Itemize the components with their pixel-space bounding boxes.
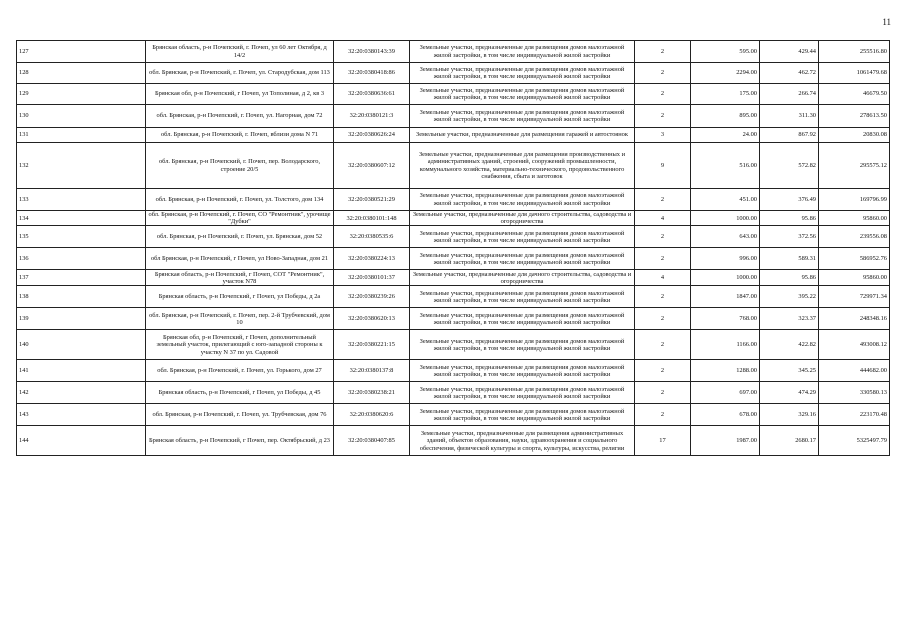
row-address: обл. Брянская, р-н Почепский, г. Почеп, ул. Брянская, дом 52 — [146, 226, 334, 248]
row-address: Брянская область, р-н Почепский, г Почеп, СОТ "Ремонтник", участок N78 — [146, 270, 334, 286]
table-row — [17, 84, 890, 105]
table-row — [17, 189, 890, 211]
table-row — [17, 330, 890, 360]
row-cadastral-value: 255516.80 — [819, 41, 890, 63]
row-cadastral-value: 493008.12 — [819, 330, 890, 360]
row-cadastral-number: 32:20:0380239:26 — [334, 286, 410, 308]
row-area: 2294.00 — [691, 63, 760, 84]
row-permitted-use: Земельные участки, предназначенные для размещения домов малоэтажной жилой застройки, в том числе индивидуальной жилой застройки — [410, 382, 635, 404]
row-cadastral-value: 1061479.68 — [819, 63, 890, 84]
row-permitted-use: Земельные участки, предназначенные для размещения производственных и административных зданий, строений, сооружений промышленности, коммунального хозяйства, материально-технического, продовольственного снабжения, сбыта и заготовок — [410, 143, 635, 189]
table-row — [17, 63, 890, 84]
row-permitted-use: Земельные участки, предназначенные для дачного строительства, садоводства и огородничества — [410, 211, 635, 226]
row-cadastral-value: 239556.08 — [819, 226, 890, 248]
row-number: 132 — [17, 143, 146, 189]
row-area: 24.00 — [691, 128, 760, 143]
row-group: 2 — [635, 84, 691, 105]
row-cadastral-value: 5325497.79 — [819, 426, 890, 456]
row-group: 9 — [635, 143, 691, 189]
row-address: Брянская обл, р-н Почепский, г Почеп, дополнительный земельный участок, прилегающий с юго-западной стороны к участку N 37 по ул. Садовой — [146, 330, 334, 360]
row-permitted-use: Земельные участки, предназначенные для размещения домов малоэтажной жилой застройки, в том числе индивидуальной жилой застройки — [410, 105, 635, 128]
table-row — [17, 226, 890, 248]
row-specific-value: 395.22 — [760, 286, 819, 308]
row-cadastral-value: 20830.08 — [819, 128, 890, 143]
row-number: 137 — [17, 270, 146, 286]
row-number: 134 — [17, 211, 146, 226]
row-permitted-use: Земельные участки, предназначенные для размещения административных зданий, объектов образования, науки, здравоохранения и социального обеспечения, физической культуры и спорта, культуры, искусства, религии — [410, 426, 635, 456]
row-group: 2 — [635, 41, 691, 63]
row-group: 2 — [635, 308, 691, 330]
row-permitted-use: Земельные участки, предназначенные для размещения гаражей и автостоянок — [410, 128, 635, 143]
row-area: 643.00 — [691, 226, 760, 248]
row-group: 3 — [635, 128, 691, 143]
row-number: 131 — [17, 128, 146, 143]
row-area: 895.00 — [691, 105, 760, 128]
row-cadastral-value: 95860.00 — [819, 211, 890, 226]
row-area: 697.00 — [691, 382, 760, 404]
row-cadastral-number: 32:20:0380620:6 — [334, 404, 410, 426]
row-area: 1288.00 — [691, 360, 760, 382]
row-cadastral-number: 32:20:0380121:3 — [334, 105, 410, 128]
row-area: 595.00 — [691, 41, 760, 63]
row-specific-value: 95.86 — [760, 211, 819, 226]
row-specific-value: 422.82 — [760, 330, 819, 360]
row-area: 1987.00 — [691, 426, 760, 456]
row-number: 140 — [17, 330, 146, 360]
row-cadastral-number: 32:20:0380535:6 — [334, 226, 410, 248]
row-area: 996.00 — [691, 248, 760, 270]
row-group: 2 — [635, 286, 691, 308]
row-cadastral-number: 32:20:0380224:13 — [334, 248, 410, 270]
row-cadastral-number: 32:20:0380101:37 — [334, 270, 410, 286]
row-area: 451.00 — [691, 189, 760, 211]
table-row — [17, 404, 890, 426]
row-area: 1166.00 — [691, 330, 760, 360]
row-area: 1000.00 — [691, 211, 760, 226]
row-area: 678.00 — [691, 404, 760, 426]
row-cadastral-value: 586952.76 — [819, 248, 890, 270]
row-permitted-use: Земельные участки, предназначенные для размещения домов малоэтажной жилой застройки, в том числе индивидуальной жилой застройки — [410, 404, 635, 426]
row-cadastral-value: 223170.48 — [819, 404, 890, 426]
table-row — [17, 426, 890, 456]
row-area: 768.00 — [691, 308, 760, 330]
row-specific-value: 311.30 — [760, 105, 819, 128]
row-address: обл. Брянская, р-н Почепский, г. Почеп, пер. Володарского, строение 20/5 — [146, 143, 334, 189]
row-number: 142 — [17, 382, 146, 404]
row-address: обл. Брянская, р-н Почепский, г. Почеп, ул. Трубчевская, дом 76 — [146, 404, 334, 426]
row-group: 17 — [635, 426, 691, 456]
row-address: обл. Брянская, р-н Почепский, г. Почеп, ул. Толстого, дом 134 — [146, 189, 334, 211]
row-cadastral-number: 32:20:0380620:13 — [334, 308, 410, 330]
row-address: Брянская область, р-н Почепский, г Почеп, ул Победы, д 2а — [146, 286, 334, 308]
row-number: 128 — [17, 63, 146, 84]
row-address: обл. Брянская, р-н Почепский, г. Почеп, ул. Стародубская, дом 113 — [146, 63, 334, 84]
row-group: 2 — [635, 404, 691, 426]
row-address: Брянская область, р-н Почепский, г Почеп, пер. Октябрьский, д 23 — [146, 426, 334, 456]
row-address: Брянская область, р-н Почепский, г. Почеп, ул 60 лет Октября, д 14/2 — [146, 41, 334, 63]
row-cadastral-value: 295575.12 — [819, 143, 890, 189]
table-row — [17, 128, 890, 143]
row-number: 130 — [17, 105, 146, 128]
row-permitted-use: Земельные участки, предназначенные для размещения домов малоэтажной жилой застройки, в том числе индивидуальной жилой застройки — [410, 248, 635, 270]
table-row — [17, 105, 890, 128]
row-specific-value: 266.74 — [760, 84, 819, 105]
row-group: 2 — [635, 226, 691, 248]
row-specific-value: 462.72 — [760, 63, 819, 84]
row-area: 1000.00 — [691, 270, 760, 286]
table-row — [17, 41, 890, 63]
row-permitted-use: Земельные участки, предназначенные для размещения домов малоэтажной жилой застройки, в том числе индивидуальной жилой застройки — [410, 360, 635, 382]
table-row — [17, 308, 890, 330]
row-address: обл. Брянская, р-н Почепский, г. Почеп, пер. 2-й Трубчевский, дом 10 — [146, 308, 334, 330]
row-group: 2 — [635, 105, 691, 128]
table-row — [17, 143, 890, 189]
row-number: 127 — [17, 41, 146, 63]
row-cadastral-number: 32:20:0380143:39 — [334, 41, 410, 63]
row-specific-value: 376.49 — [760, 189, 819, 211]
row-number: 139 — [17, 308, 146, 330]
row-specific-value: 474.29 — [760, 382, 819, 404]
row-permitted-use: Земельные участки, предназначенные для дачного строительства, садоводства и огородничества — [410, 270, 635, 286]
row-specific-value: 2680.17 — [760, 426, 819, 456]
row-address: обл Брянская, р-н Почепский, г Почеп, ул Ново-Западная, дом 21 — [146, 248, 334, 270]
row-specific-value: 429.44 — [760, 41, 819, 63]
table-row — [17, 286, 890, 308]
row-cadastral-value: 46679.50 — [819, 84, 890, 105]
row-permitted-use: Земельные участки, предназначенные для размещения домов малоэтажной жилой застройки, в том числе индивидуальной жилой застройки — [410, 63, 635, 84]
row-specific-value: 323.37 — [760, 308, 819, 330]
row-address: Брянская область, р-н Почепский, г Почеп, ул Победы, д 45 — [146, 382, 334, 404]
page-number: 11 — [882, 17, 891, 27]
table-row — [17, 270, 890, 286]
row-cadastral-number: 32:20:0380521:29 — [334, 189, 410, 211]
table-row — [17, 211, 890, 226]
row-number: 138 — [17, 286, 146, 308]
row-specific-value: 867.92 — [760, 128, 819, 143]
row-address: обл. Брянская, р-н Почепский, г. Почеп, ул. Горького, дом 27 — [146, 360, 334, 382]
row-cadastral-number: 32:20:0380607:12 — [334, 143, 410, 189]
row-number: 135 — [17, 226, 146, 248]
row-group: 2 — [635, 248, 691, 270]
row-group: 4 — [635, 211, 691, 226]
row-cadastral-value: 95860.00 — [819, 270, 890, 286]
row-specific-value: 572.82 — [760, 143, 819, 189]
row-permitted-use: Земельные участки, предназначенные для размещения домов малоэтажной жилой застройки, в том числе индивидуальной жилой застройки — [410, 41, 635, 63]
row-permitted-use: Земельные участки, предназначенные для размещения домов малоэтажной жилой застройки, в том числе индивидуальной жилой застройки — [410, 308, 635, 330]
row-cadastral-value: 248348.16 — [819, 308, 890, 330]
row-cadastral-number: 32:20:0380636:61 — [334, 84, 410, 105]
row-address: обл. Брянская, р-н Почепский, г. Почеп, СО "Ремонтник", урочище "Дубки" — [146, 211, 334, 226]
row-permitted-use: Земельные участки, предназначенные для размещения домов малоэтажной жилой застройки, в том числе индивидуальной жилой застройки — [410, 226, 635, 248]
row-specific-value: 95.86 — [760, 270, 819, 286]
table-row — [17, 382, 890, 404]
row-permitted-use: Земельные участки, предназначенные для размещения домов малоэтажной жилой застройки, в том числе индивидуальной жилой застройки — [410, 84, 635, 105]
row-specific-value: 372.56 — [760, 226, 819, 248]
row-group: 2 — [635, 330, 691, 360]
row-number: 144 — [17, 426, 146, 456]
row-cadastral-value: 169796.99 — [819, 189, 890, 211]
row-number: 129 — [17, 84, 146, 105]
row-cadastral-number: 32:20:0380238:21 — [334, 382, 410, 404]
row-cadastral-number: 32:20:0380626:24 — [334, 128, 410, 143]
row-cadastral-number: 32:20:0380221:15 — [334, 330, 410, 360]
row-permitted-use: Земельные участки, предназначенные для размещения домов малоэтажной жилой застройки, в том числе индивидуальной жилой застройки — [410, 286, 635, 308]
row-address: обл. Брянская, р-н Почепский, г. Почеп, вблизи дома N 71 — [146, 128, 334, 143]
row-address: Брянская обл, р-н Почепский, г Почеп, ул Тополиная, д 2, кв 3 — [146, 84, 334, 105]
row-specific-value: 329.16 — [760, 404, 819, 426]
table-row — [17, 360, 890, 382]
row-group: 4 — [635, 270, 691, 286]
row-number: 141 — [17, 360, 146, 382]
row-cadastral-value: 729971.34 — [819, 286, 890, 308]
land-plots-table — [16, 40, 890, 456]
row-area: 516.00 — [691, 143, 760, 189]
row-specific-value: 345.25 — [760, 360, 819, 382]
row-group: 2 — [635, 360, 691, 382]
row-cadastral-number: 32:20:0380101:148 — [334, 211, 410, 226]
row-group: 2 — [635, 189, 691, 211]
row-cadastral-number: 32:20:0380407:85 — [334, 426, 410, 456]
row-area: 175.00 — [691, 84, 760, 105]
row-specific-value: 589.31 — [760, 248, 819, 270]
row-cadastral-number: 32:20:0380137:8 — [334, 360, 410, 382]
row-group: 2 — [635, 63, 691, 84]
row-address: обл. Брянская, р-н Почепский, г. Почеп, ул. Нагорная, дом 72 — [146, 105, 334, 128]
row-number: 136 — [17, 248, 146, 270]
row-permitted-use: Земельные участки, предназначенные для размещения домов малоэтажной жилой застройки, в том числе индивидуальной жилой застройки — [410, 330, 635, 360]
row-group: 2 — [635, 382, 691, 404]
row-cadastral-number: 32:20:0380418:86 — [334, 63, 410, 84]
row-area: 1847.00 — [691, 286, 760, 308]
row-number: 133 — [17, 189, 146, 211]
row-number: 143 — [17, 404, 146, 426]
row-cadastral-value: 330580.13 — [819, 382, 890, 404]
row-cadastral-value: 278613.50 — [819, 105, 890, 128]
row-cadastral-value: 444682.00 — [819, 360, 890, 382]
table-row — [17, 248, 890, 270]
row-permitted-use: Земельные участки, предназначенные для размещения домов малоэтажной жилой застройки, в том числе индивидуальной жилой застройки — [410, 189, 635, 211]
